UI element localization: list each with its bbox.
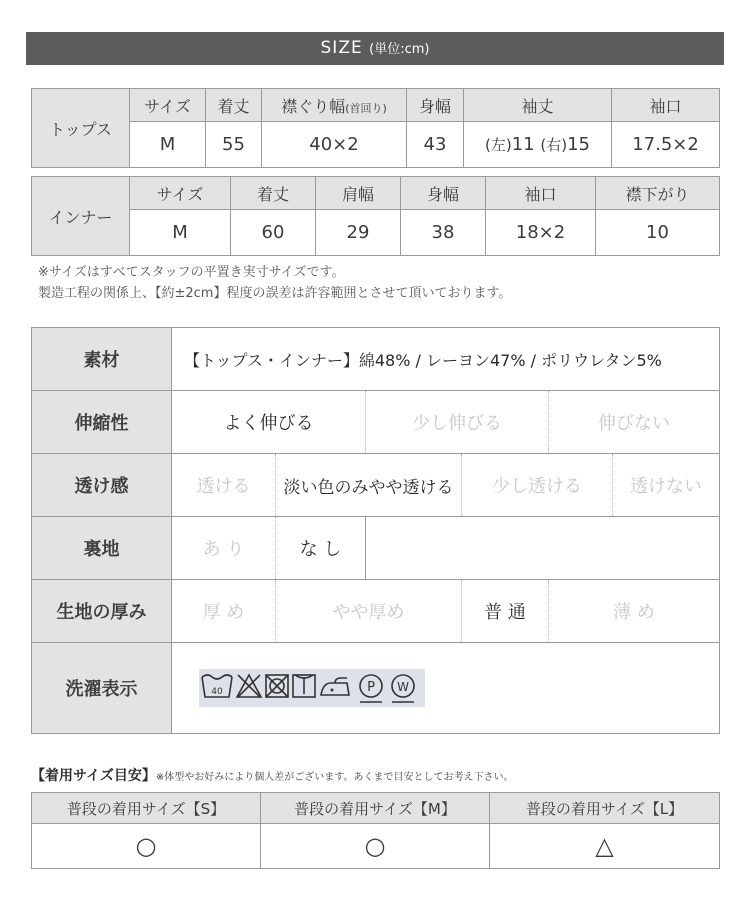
tops-value-sleeve [464,122,612,168]
material-row-sheer [32,454,720,517]
fit-guide-table [31,792,720,869]
tops-value-cuff: 17.5×2 [612,122,720,168]
care-symbols-svg [199,669,425,707]
fit-header-m: 普段の着用サイズ【M】 [261,793,490,824]
w-letter-text: W [397,680,409,694]
sheer-option-light-colors: 淡い色のみやや透ける [276,454,462,517]
inner-header-neck-drop: 襟下がり [596,177,720,210]
wash-temp-text: 40 [211,687,223,697]
size-header-bar [26,32,724,65]
inner-value-width: 38 [401,210,486,256]
fit-guide-heading: 【着用サイズ目安】 [31,768,156,784]
tops-header-sleeve: 袖丈 [464,89,612,122]
tops-header-cuff: 袖口 [612,89,720,122]
thickness-option-thick: 厚 め [172,580,276,643]
fit-value-l: △ [490,824,720,869]
tops-size-table [31,88,720,168]
sheer-option-sheer: 透ける [172,454,276,517]
fit-value-s: ○ [32,824,261,869]
size-unit: (単位:cm) [369,42,430,57]
tops-header-size: サイズ [130,89,206,122]
size-note-2: 製造工程の関係上、【約±2cm】程度の誤差は許容範囲とさせて頂いております。 [38,286,512,301]
tops-value-width: 43 [407,122,464,168]
fabric-label: 素材 [32,328,172,391]
material-row-lining [32,517,720,580]
thickness-option-slightly-thick: やや厚め [276,580,462,643]
tops-sleeve-right-tag: (右) [540,136,568,154]
thickness-option-normal: 普 通 [462,580,549,643]
material-row-thickness [32,580,720,643]
material-row-care [32,643,720,734]
tops-value-size: M [130,122,206,168]
fit-header-s: 普段の着用サイズ【S】 [32,793,261,824]
tops-value-length: 55 [206,122,262,168]
inner-header-width: 身幅 [401,177,486,210]
care-symbols-strip [199,669,425,707]
size-note-1: ※サイズはすべてスタッフの平置き実寸サイズです。 [38,265,345,280]
size-title: SIZE [320,38,363,58]
inner-size-table [31,176,720,256]
fit-value-m: ○ [261,824,490,869]
inner-value-size: M [130,210,231,256]
stretch-option-some: 少し伸びる [366,391,549,454]
inner-header-cuff: 袖口 [486,177,596,210]
lining-label: 裏地 [32,517,172,580]
stretch-label: 伸縮性 [32,391,172,454]
sheer-option-none: 透けない [613,454,720,517]
inner-header-length: 着丈 [231,177,316,210]
tops-header-width: 身幅 [407,89,464,122]
stretch-option-none: 伸びない [549,391,720,454]
iron-low-icon [321,678,349,695]
inner-value-cuff: 18×2 [486,210,596,256]
size-notes [38,262,511,304]
material-row-stretch [32,391,720,454]
fit-guide-subtitle: ※体型やお好みにより個人差がございます。あくまで目安としてお考え下さい。 [155,772,514,783]
fit-guide-title [31,765,513,785]
inner-header-size: サイズ [130,177,231,210]
tops-sleeve-right: 15 [567,134,590,155]
tops-header-neck-label: 襟ぐり幅 [281,96,346,116]
sheer-label: 透け感 [32,454,172,517]
tops-header-length: 着丈 [206,89,262,122]
care-symbols-cell [172,643,720,734]
inner-label: インナー [32,177,130,256]
lining-empty-cell [366,517,720,580]
thickness-label: 生地の厚み [32,580,172,643]
inner-value-length: 60 [231,210,316,256]
inner-header-shoulder: 肩幅 [316,177,401,210]
tops-label: トップス [32,89,130,168]
no-bleach-icon [237,675,261,697]
no-tumble-dry-icon [266,675,288,697]
fit-header-l: 普段の着用サイズ【L】 [490,793,720,824]
stretch-option-high: よく伸びる [172,391,366,454]
material-row-fabric [32,328,720,391]
p-letter-text: P [367,680,375,695]
inner-value-neck-drop: 10 [596,210,720,256]
lining-option-yes: あ り [172,517,276,580]
line-dry-icon [293,675,315,697]
sheer-option-slightly: 少し透ける [462,454,613,517]
tops-sleeve-left-tag: (左) [485,136,512,154]
thickness-option-thin: 薄 め [549,580,720,643]
tops-sleeve-left: 11 [511,134,535,155]
inner-value-shoulder: 29 [316,210,401,256]
tops-value-neck: 40×2 [262,122,407,168]
fabric-value: 【トップス・インナー】綿48% / レーヨン47% / ポリウレタン5% [172,328,720,391]
tops-header-neck-note: (首回り) [345,101,387,115]
material-table [31,327,720,734]
care-label: 洗濯表示 [32,643,172,734]
lining-option-no: な し [276,517,366,580]
tops-header-neck [262,89,407,122]
